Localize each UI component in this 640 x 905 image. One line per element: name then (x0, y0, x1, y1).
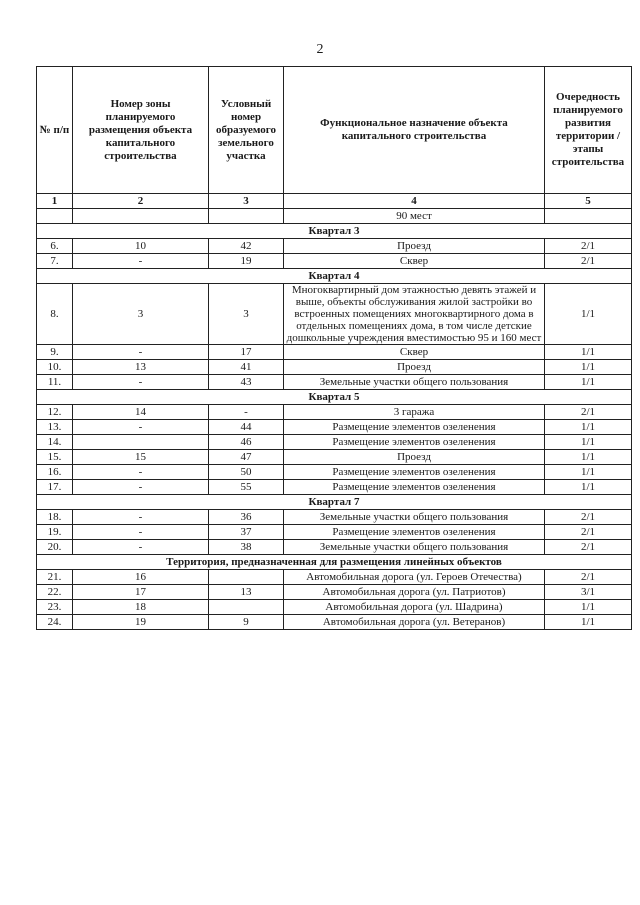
stage-value: 1/1 (545, 480, 632, 495)
zone-number: 15 (73, 450, 209, 465)
zone-number: - (73, 525, 209, 540)
zone-number: 13 (73, 360, 209, 375)
carry-over-row (37, 209, 632, 224)
table-row (37, 360, 632, 375)
plot-number: 43 (209, 375, 284, 390)
plot-number: 42 (209, 239, 284, 254)
header-zone: Номер зоны планируемого размещения объекта капитального строительства (73, 67, 209, 194)
row-number: 11. (37, 375, 73, 390)
plot-number: 9 (209, 615, 284, 630)
stage-value: 2/1 (545, 405, 632, 420)
stage-value: 3/1 (545, 585, 632, 600)
table-row (37, 375, 632, 390)
function-text: Размещение элементов озеленения (284, 465, 545, 480)
function-text: Размещение элементов озеленения (284, 435, 545, 450)
stage-value: 1/1 (545, 600, 632, 615)
column-number: 2 (73, 194, 209, 209)
zone-number: - (73, 540, 209, 555)
row-number: 24. (37, 615, 73, 630)
carry-over-text: 90 мест (284, 209, 545, 224)
zone-number: 16 (73, 570, 209, 585)
plot-number (209, 570, 284, 585)
function-text: Автомобильная дорога (ул. Героев Отечества) (284, 570, 545, 585)
row-number: 15. (37, 450, 73, 465)
stage-value: 1/1 (545, 375, 632, 390)
page-number: 2 (316, 42, 324, 57)
stage-value: 1/1 (545, 360, 632, 375)
function-text: Проезд (284, 360, 545, 375)
row-number: 10. (37, 360, 73, 375)
plot-number (209, 600, 284, 615)
function-text: Размещение элементов озеленения (284, 480, 545, 495)
registry-table (36, 66, 632, 630)
stage-value: 2/1 (545, 510, 632, 525)
row-number: 13. (37, 420, 73, 435)
header-function: Функциональное назначение объекта капитального строительства (284, 67, 545, 194)
table-row (37, 345, 632, 360)
plot-number: 17 (209, 345, 284, 360)
stage-value: 2/1 (545, 570, 632, 585)
plot-number: 38 (209, 540, 284, 555)
row-number: 22. (37, 585, 73, 600)
table-row (37, 510, 632, 525)
plot-number: 36 (209, 510, 284, 525)
row-number: 12. (37, 405, 73, 420)
function-text: Автомобильная дорога (ул. Патриотов) (284, 585, 545, 600)
zone-number (73, 435, 209, 450)
zone-number: - (73, 420, 209, 435)
table-row (37, 525, 632, 540)
function-text: Проезд (284, 239, 545, 254)
table-row (37, 540, 632, 555)
plot-number: 46 (209, 435, 284, 450)
block-title: Квартал 3 (37, 224, 632, 239)
header-number: № п/п (37, 67, 73, 194)
stage-value: 2/1 (545, 525, 632, 540)
function-text: Автомобильная дорога (ул. Ветеранов) (284, 615, 545, 630)
table-row (37, 480, 632, 495)
stage-value: 1/1 (545, 465, 632, 480)
stage-value: 1/1 (545, 345, 632, 360)
zone-number: - (73, 465, 209, 480)
table-row (37, 450, 632, 465)
zone-number: 10 (73, 239, 209, 254)
block-header-row (37, 269, 632, 284)
header-plot: Условный номер образуемого земельного участка (209, 67, 284, 194)
function-text: Земельные участки общего пользования (284, 540, 545, 555)
stage-value: 2/1 (545, 540, 632, 555)
zone-number: 14 (73, 405, 209, 420)
function-text: Земельные участки общего пользования (284, 510, 545, 525)
function-text: Земельные участки общего пользования (284, 375, 545, 390)
block-title: Квартал 7 (37, 495, 632, 510)
row-number: 21. (37, 570, 73, 585)
zone-number: 18 (73, 600, 209, 615)
table-row (37, 254, 632, 269)
stage-value: 1/1 (545, 615, 632, 630)
row-number: 23. (37, 600, 73, 615)
column-number: 3 (209, 194, 284, 209)
table-row (37, 585, 632, 600)
plot-number: 3 (209, 284, 284, 345)
function-text: Размещение элементов озеленения (284, 420, 545, 435)
zone-number: 3 (73, 284, 209, 345)
stage-value: 1/1 (545, 435, 632, 450)
plot-number: 19 (209, 254, 284, 269)
block-header-row (37, 390, 632, 405)
stage-value: 1/1 (545, 450, 632, 465)
plot-number: 55 (209, 480, 284, 495)
zone-number: 19 (73, 615, 209, 630)
function-text: Проезд (284, 450, 545, 465)
block-title: Квартал 5 (37, 390, 632, 405)
row-number: 7. (37, 254, 73, 269)
table-row (37, 405, 632, 420)
table-row (37, 570, 632, 585)
block-header-row (37, 555, 632, 570)
column-number: 1 (37, 194, 73, 209)
header-stage: Очередность планируемого развития территории / этапы строительства (545, 67, 632, 194)
row-number: 6. (37, 239, 73, 254)
plot-number: - (209, 405, 284, 420)
block-header-row (37, 495, 632, 510)
block-title: Квартал 4 (37, 269, 632, 284)
stage-value: 2/1 (545, 239, 632, 254)
plot-number: 37 (209, 525, 284, 540)
table-row (37, 420, 632, 435)
function-text: Размещение элементов озеленения (284, 525, 545, 540)
zone-number: - (73, 480, 209, 495)
plot-number: 41 (209, 360, 284, 375)
row-number: 17. (37, 480, 73, 495)
row-number: 14. (37, 435, 73, 450)
column-number: 5 (545, 194, 632, 209)
zone-number: - (73, 345, 209, 360)
function-text: Многоквартирный дом этажностью девять этажей и выше, объекты обслуживания жилой застройки во встроенных помещениях многоквартирного дома в отдельных помещениях дома, в том числе детские дошкольные учреждения вместимостью 95 и 160 мест (284, 284, 545, 345)
row-number: 18. (37, 510, 73, 525)
row-number: 9. (37, 345, 73, 360)
row-number: 19. (37, 525, 73, 540)
stage-value: 1/1 (545, 420, 632, 435)
table-row (37, 465, 632, 480)
stage-value: 1/1 (545, 284, 632, 345)
table-row (37, 239, 632, 254)
column-number: 4 (284, 194, 545, 209)
row-number: 20. (37, 540, 73, 555)
column-numbers-row (37, 194, 632, 209)
function-text: Сквер (284, 254, 545, 269)
plot-number: 44 (209, 420, 284, 435)
function-text: Сквер (284, 345, 545, 360)
zone-number: 17 (73, 585, 209, 600)
header-row (37, 67, 632, 194)
row-number: 8. (37, 284, 73, 345)
plot-number: 47 (209, 450, 284, 465)
plot-number: 13 (209, 585, 284, 600)
table-row (37, 435, 632, 450)
zone-number: - (73, 510, 209, 525)
table-row (37, 284, 632, 345)
zone-number: - (73, 375, 209, 390)
function-text: 3 гаража (284, 405, 545, 420)
function-text: Автомобильная дорога (ул. Шадрина) (284, 600, 545, 615)
block-header-row (37, 224, 632, 239)
stage-value: 2/1 (545, 254, 632, 269)
table-row (37, 615, 632, 630)
row-number: 16. (37, 465, 73, 480)
table-row (37, 600, 632, 615)
zone-number: - (73, 254, 209, 269)
plot-number: 50 (209, 465, 284, 480)
block-title: Территория, предназначенная для размещения линейных объектов (37, 555, 632, 570)
